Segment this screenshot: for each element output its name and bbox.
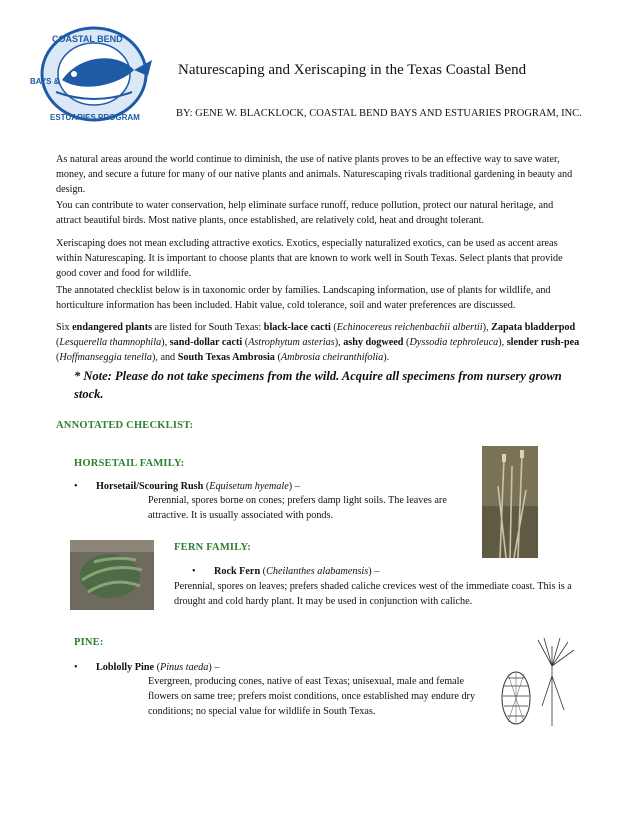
program-logo — [22, 22, 164, 128]
horsetail-photo — [482, 446, 538, 558]
svg-text:BAYS &: BAYS & — [30, 77, 60, 86]
intro-paragraph-3: Xeriscaping does not mean excluding attractive exotics. Exotics, especially naturalized exotics, can be used as accent areas within Naturescaping. It is important to choose plants that are known to work well in South Texas. Select plants that provide good cover and food for wildlife. — [56, 238, 563, 279]
fern-family-heading: FERN FAMILY: — [174, 542, 251, 553]
svg-text:ESTUARIES PROGRAM: ESTUARIES PROGRAM — [50, 113, 140, 122]
horsetail-family-heading: HORSETAIL FAMILY: — [74, 458, 185, 469]
nursery-note: * Note: Please do not take specimens from the wild. Acquire all specimens from nursery grown stock. — [74, 369, 562, 401]
intro-paragraph-1: As natural areas around the world continue to diminish, the use of native plants proves to be an effective way to save water, money, and secure a future for many of our native plants and animals. Naturescaping rivals traditional gardening in beauty and design. — [56, 154, 573, 195]
intro-paragraph-2: You can contribute to water conservation, help eliminate surface runoff, reduce pollution, protect our natural heritage, and attract beautiful birds. Most native plants, once established, are relatively cold, heat and drought tolerant. — [56, 200, 554, 226]
rock-fern-description: Perennial, spores on leaves; prefers shaded caliche crevices west of the immediate coast. This is a drought and cold hardy plant. It may be used in conjunction with caliche. — [174, 581, 572, 607]
page-title: Naturescaping and Xeriscaping in the Texas Coastal Bend — [178, 62, 527, 78]
horsetail-description: Perennial, spores borne on cones; prefers damp light soils. The leaves are attractive. It is usually associated with ponds. — [148, 495, 447, 521]
intro-paragraph-4: The annotated checklist below is in taxonomic order by families. Landscaping information, use of plants for wildlife, and horticulture information has been included. Habit value, cold tolerance, soil and water preferences are discussed. — [56, 285, 551, 311]
endangered-plants-paragraph: Six endangered plants are listed for South Texas: black-lace cacti (Echinocereus reichenbachii albertii), Zapata bladderpod (Lesquerella thamnophila), sand-dollar cacti (Astrophytum asterias), ashy dogweed (Dyssodia tephroleuca), slender rush-pea (Hoffmanseggia tenella), and South Texas Ambrosia (Ambrosia cheiranthifolia). — [56, 322, 580, 363]
loblolly-pine-entry: • Loblolly Pine (Pinus taeda) – — [74, 662, 220, 673]
horsetail-entry: • Horsetail/Scouring Rush (Equisetum hyemale) – — [74, 481, 300, 492]
pine-cone-illustration — [494, 636, 580, 732]
svg-text:COASTAL BEND: COASTAL BEND — [52, 34, 123, 44]
pine-family-heading: PINE: — [74, 637, 104, 648]
rock-fern-photo — [70, 540, 154, 610]
loblolly-pine-description: Evergreen, producing cones, native of east Texas; unisexual, male and female flowers on same tree; prefers moist conditions, once established may endure dry conditions; no special value for wildlife in South Texas. — [148, 676, 476, 717]
checklist-heading: ANNOTATED CHECKLIST: — [56, 420, 194, 431]
rock-fern-entry: • Rock Fern (Cheilanthes alabamensis) – — [192, 566, 380, 577]
author-byline: BY: GENE W. BLACKLOCK, COASTAL BEND BAYS AND ESTUARIES PROGRAM, INC. — [176, 108, 582, 119]
